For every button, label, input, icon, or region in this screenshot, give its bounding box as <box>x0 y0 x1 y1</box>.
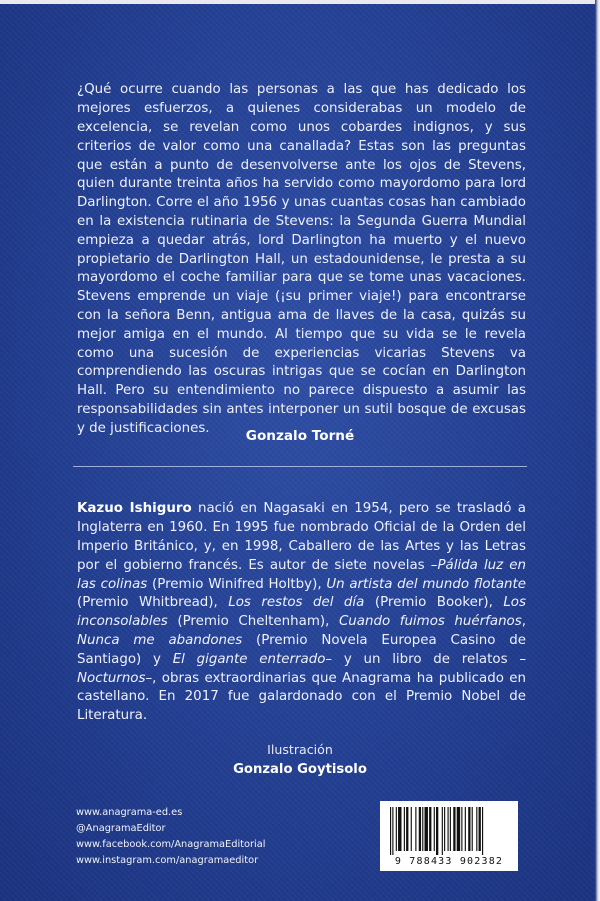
barcode-bar <box>476 807 477 851</box>
cover-top-edge <box>0 0 600 4</box>
bio-text-1: nació en Nagasaki en 1954, pero se trasladó a Inglaterra en 1960. En 1995 fue nombrado Oficial de la Orden del Imperio Británico, y, en 1998, Caballero de las Artes y las Letras por el gobierno francés. Es autor de siete novelas <box>77 501 526 573</box>
barcode-bar <box>479 807 481 851</box>
barcode-bar <box>482 807 483 855</box>
book-title-4: Los inconsolables <box>77 595 526 630</box>
barcode-bar <box>415 807 416 851</box>
barcode-bar <box>392 807 393 855</box>
barcode-bar <box>419 807 421 851</box>
bio-text-3: (Premio Whitbread), <box>77 595 229 611</box>
illustrator-name: Gonzalo Goytisolo <box>233 762 367 777</box>
publisher-links <box>76 805 266 869</box>
barcode-bar <box>468 807 470 851</box>
bio-text-8: – y un libro de relatos <box>325 651 520 667</box>
barcode-bar <box>436 807 438 855</box>
bio-text-5: (Premio Cheltenham), <box>167 614 339 630</box>
bio-text-9: , obras extraordinarias que Anagrama ha publicado en castellano. En 2017 fue galardonado con el Premio Nobel de Literatura. <box>77 670 526 724</box>
barcode-bar <box>422 807 423 851</box>
book-title-8: –Nocturnos– <box>77 651 527 686</box>
book-title-6: Nunca me abandones <box>77 632 243 648</box>
book-title-3: Los restos del día <box>228 595 365 611</box>
barcode-bar <box>448 807 449 851</box>
barcode-bar <box>457 807 460 851</box>
barcode-bar <box>390 807 391 855</box>
barcode-bar <box>442 807 443 855</box>
section-divider <box>73 466 527 467</box>
book-title-7: El gigante enterrado <box>172 651 326 667</box>
twitter-link[interactable]: @AnagramaEditor <box>76 823 166 834</box>
website-link[interactable]: www.anagrama-ed.es <box>76 807 183 818</box>
synopsis-signature: Gonzalo Torné <box>245 428 355 444</box>
bio-text-6: , <box>521 614 526 630</box>
barcode-bar <box>453 807 455 851</box>
barcode-bar <box>406 807 408 851</box>
book-title-1: –Pálida luz en las colinas <box>77 557 526 592</box>
barcode-bar <box>404 807 405 851</box>
barcode-bar <box>472 807 473 851</box>
book-title-5: Cuando fuimos huérfanos <box>338 614 522 630</box>
barcode-bar <box>465 807 466 851</box>
facebook-link[interactable]: www.facebook.com/AnagramaEditorial <box>76 839 266 850</box>
barcode-bar <box>444 807 445 851</box>
barcode-bar <box>429 807 431 851</box>
instagram-link[interactable]: www.instagram.com/anagramaeditor <box>76 855 259 866</box>
author-name: Kazuo Ishiguro <box>77 501 192 517</box>
barcode-bar <box>425 807 428 851</box>
bio-text-2: (Premio Winifred Holtby), <box>147 576 327 592</box>
book-title-2: Un artista del mundo flotante <box>326 576 527 592</box>
barcode-bar <box>398 807 401 851</box>
synopsis-paragraph: ¿Qué ocurre cuando las personas a las que has dedicado los mejores esfuerzos, a quienes considerabas un modelo de excelencia, se revelan como unos cobardes indignos, y sus criterios de valor como una canallada? Estas son las preguntas que están a punto de desenvolverse ante los ojos de Stevens, quien durante treinta años ha servido como mayordomo para lord Darlington. Corre el año 1956 y unas cuantas cosas han cambiado en la existencia rutinaria de Stevens: la Segunda Guerra Mundial empieza a quedar atrás, lord Darlington ha muerto y el nuevo propietario de Darlington Hall, un estadounidense, le presta a su mayordomo el coche familiar para que se tome unas vacaciones. Stevens emprende un viaje (¡su primer viaje!) para encontrarse con la señora Benn, antigua ama de llaves de la casa, quizás su mejor amiga en el mundo. Al tiempo que su vida se le revela como una sucesión de experiencias vicarias Stevens va comprendiendo las oscuras intrigas que se cocían en Darlington Hall. Pero su entendimiento no parece dispuesto a asumir las responsabilidades sin antes interponer un sutil bosque de excusas y de justificaciones. <box>77 82 526 436</box>
bio-text-7: (Premio Novela Europea Casino de Santiago) y <box>77 632 526 667</box>
bio-text-4: (Premio Booker), <box>364 595 504 611</box>
isbn-barcode <box>380 801 518 871</box>
barcode-bar <box>396 807 397 851</box>
barcode-bar <box>450 807 451 851</box>
barcode-bar <box>434 807 435 851</box>
illustration-label: Ilustración <box>267 742 333 757</box>
barcode-bar <box>411 807 412 851</box>
author-bio <box>77 500 526 726</box>
isbn-number: 9 788433 902382 <box>394 856 504 867</box>
barcode-bar <box>461 807 462 851</box>
barcode-bars <box>380 801 518 857</box>
